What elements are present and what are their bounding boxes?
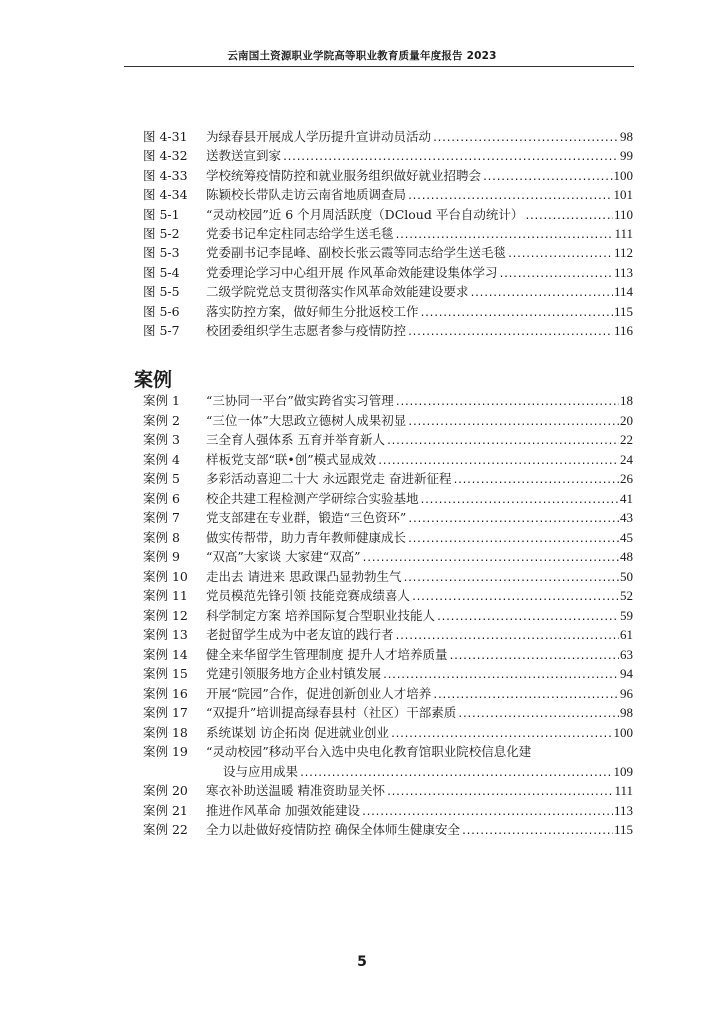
case-entry-title: 全力以赴做好疫情防控 确保全体师生健康安全 <box>206 822 460 837</box>
case-entry-page: 61 <box>620 627 633 642</box>
cases-section-title: 案例 <box>134 369 173 391</box>
case-entry-page: 20 <box>620 412 633 428</box>
case-list <box>143 391 633 840</box>
case-entry-page: 98 <box>620 705 633 720</box>
case-entry[interactable] <box>143 469 633 489</box>
case-entry-number: 案例 14 <box>143 646 188 662</box>
dot-leader <box>411 588 619 608</box>
figure-entry-number: 图 4-31 <box>143 129 188 144</box>
case-entry-title: “三协同一平台”做实跨省实习管理 <box>206 393 394 408</box>
case-entry-title: “双提升”培训提高绿春县村（社区）干部素质 <box>206 705 457 720</box>
case-entry-title: “灵动校园”移动平台入选中央电化教育馆职业院校信息化建 <box>206 744 532 759</box>
case-entry-page: 41 <box>620 490 633 506</box>
figure-entry-page: 98 <box>620 129 633 144</box>
figure-entry-title: 落实防控方案，做好师生分批返校工作 <box>206 303 419 319</box>
figure-entry[interactable] <box>143 224 633 243</box>
dot-leader <box>395 393 619 413</box>
case-entry-page: 18 <box>620 393 633 408</box>
dot-leader <box>448 647 619 667</box>
case-entry-page: 63 <box>620 646 633 662</box>
dot-leader <box>386 783 613 803</box>
case-entry-title: 多彩活动喜迎二十大 永远跟党走 奋进新征程 <box>206 471 452 486</box>
case-entry-title: 党建引领服务地方企业村镇发展 <box>206 666 382 681</box>
case-entry-title: 老挝留学生成为中老友谊的践行者 <box>206 627 394 642</box>
figure-entry-number: 图 5-1 <box>143 206 180 222</box>
figure-list <box>143 127 633 340</box>
case-entry-page: 115 <box>613 822 633 837</box>
figure-entry-number: 图 5-5 <box>143 284 180 300</box>
figure-entry-page: 100 <box>613 167 633 183</box>
figure-entry-number: 图 5-6 <box>143 303 180 319</box>
case-entry[interactable] <box>143 801 633 821</box>
case-entry[interactable] <box>143 684 633 704</box>
case-entry[interactable] <box>143 528 633 548</box>
figure-entry-page: 115 <box>613 303 633 319</box>
case-entry[interactable] <box>143 508 633 528</box>
case-entry-number: 案例 21 <box>143 802 188 818</box>
figure-entry-title: 党委理论学习中心组开展 作风革命效能建设集体学习 <box>206 264 498 280</box>
case-entry[interactable] <box>143 723 633 743</box>
figure-entry[interactable] <box>143 205 633 224</box>
figure-entry-number: 图 4-33 <box>143 167 188 183</box>
case-entry-number: 案例 13 <box>143 627 188 642</box>
dot-leader <box>524 207 613 226</box>
dot-leader <box>457 705 619 725</box>
figure-entry-number: 图 5-3 <box>143 245 180 261</box>
figure-entry[interactable] <box>143 263 633 282</box>
case-entry-number: 案例 2 <box>143 412 180 428</box>
figure-entry-number: 图 4-32 <box>143 148 188 164</box>
figure-entry[interactable] <box>143 127 633 146</box>
figure-entry[interactable] <box>143 302 633 321</box>
case-entry-page: 26 <box>620 471 633 486</box>
figure-entry-title: “灵动校园”近 6 个月周活跃度（DCloud 平台自动统计） <box>206 206 524 222</box>
case-entry[interactable] <box>143 567 633 587</box>
case-entry-number: 案例 19 <box>143 744 188 759</box>
case-entry-title: 寒衣补助送温暖 精准资助显关怀 <box>206 783 385 798</box>
case-entry-title: 科学制定方案 培养国际复合型职业技能人 <box>206 607 435 623</box>
case-entry-number: 案例 3 <box>143 432 180 447</box>
dot-leader <box>507 245 613 264</box>
case-entry-number: 案例 16 <box>143 685 188 701</box>
case-entry-title: 健全来华留学生管理制度 提升人才培养质量 <box>206 646 448 662</box>
case-entry-page: 109 <box>613 763 633 779</box>
case-entry-number: 案例 17 <box>143 705 188 720</box>
figure-entry-page: 101 <box>613 187 633 203</box>
case-entry[interactable] <box>143 411 633 431</box>
figure-entry[interactable] <box>143 282 633 301</box>
case-entry-title: 校企共建工程检测产学研综合实验基地 <box>206 490 419 506</box>
case-entry[interactable] <box>143 625 633 645</box>
dot-leader <box>498 265 612 284</box>
dot-leader <box>407 413 619 433</box>
dot-leader <box>436 608 619 628</box>
dot-leader <box>420 304 613 323</box>
case-entry-number: 案例 10 <box>143 568 188 584</box>
case-entry-number: 案例 18 <box>143 724 188 740</box>
figure-entry[interactable] <box>143 321 633 340</box>
case-entry[interactable] <box>143 450 633 470</box>
case-entry-page: 100 <box>613 724 633 740</box>
figure-entry-title: 陈颖校长带队走访云南省地质调查局 <box>206 187 407 203</box>
dot-leader <box>482 168 612 187</box>
figure-entry-number: 图 5-7 <box>143 322 180 338</box>
case-entry-page: 22 <box>620 432 633 447</box>
dot-leader <box>386 432 619 452</box>
figure-entry-page: 112 <box>613 245 633 261</box>
figure-entry[interactable] <box>143 146 633 165</box>
figure-entry-number: 图 5-4 <box>143 264 180 280</box>
case-entry-title: 系统谋划 访企拓岗 促进就业创业 <box>206 724 389 740</box>
dot-leader <box>461 822 613 842</box>
case-entry-page: 59 <box>620 607 633 623</box>
case-entry-title: 党支部建在专业群，锻造“三色资环” <box>206 510 407 525</box>
case-entry-number: 案例 22 <box>143 822 188 837</box>
header-rule <box>124 66 634 67</box>
dot-leader <box>407 530 619 550</box>
case-entry-title: 党员模范先锋引领 技能竞赛成绩喜人 <box>206 588 410 603</box>
report-header-title: 云南国土资源职业学院高等职业教育质量年度报告 2023 <box>227 50 497 62</box>
dot-leader <box>432 129 619 148</box>
figure-entry-number: 图 4-34 <box>143 187 188 203</box>
case-entry-title-continued: 设与应用成果 <box>223 763 299 779</box>
figure-entry-page: 116 <box>613 322 633 338</box>
dot-leader <box>407 510 619 530</box>
case-entry-number: 案例 12 <box>143 607 188 623</box>
case-entry-title: 开展“院园”合作，促进创新创业人才培养 <box>206 685 432 701</box>
figure-entry-title: 校团委组织学生志愿者参与疫情防控 <box>206 322 407 338</box>
case-entry-page: 113 <box>613 802 633 818</box>
case-entry[interactable] <box>143 742 633 762</box>
case-entry-page: 43 <box>620 510 633 525</box>
case-entry-continuation[interactable] <box>143 762 633 782</box>
case-entry[interactable] <box>143 489 633 509</box>
figure-entry-title: 二级学院党总支贯彻落实作风革命效能建设要求 <box>206 284 469 300</box>
page-number: 5 <box>357 954 367 970</box>
case-entry-number: 案例 9 <box>143 549 180 564</box>
case-entry-number: 案例 7 <box>143 510 180 525</box>
case-entry-page: 45 <box>620 529 633 545</box>
dot-leader <box>432 686 619 706</box>
case-entry[interactable] <box>143 645 633 665</box>
figure-entry-page: 113 <box>613 264 633 280</box>
case-entry-number: 案例 20 <box>143 783 188 798</box>
case-entry-title: 样板党支部“联•创”模式显成效 <box>206 451 377 467</box>
figure-entry-number: 图 5-2 <box>143 225 180 241</box>
case-entry-number: 案例 15 <box>143 666 188 681</box>
dot-leader <box>452 471 619 491</box>
case-entry[interactable] <box>143 664 633 684</box>
figure-entry[interactable] <box>143 243 633 262</box>
case-entry-number: 案例 11 <box>143 588 188 603</box>
case-entry-title: “双高”大家谈 大家建“双高” <box>206 549 361 564</box>
figure-entry-page: 111 <box>614 225 633 241</box>
dot-leader <box>420 491 619 511</box>
case-entry[interactable] <box>143 391 633 411</box>
case-entry-title: 推进作风革命 加强效能建设 <box>206 802 360 818</box>
dot-leader <box>407 323 613 342</box>
case-entry-page: 96 <box>620 685 633 701</box>
case-entry[interactable] <box>143 781 633 801</box>
case-entry-title: 走出去 请进来 思政课凸显勃勃生气 <box>206 568 402 584</box>
case-entry[interactable] <box>143 703 633 723</box>
case-entry-number: 案例 5 <box>143 471 180 486</box>
figure-entry[interactable] <box>143 185 633 204</box>
case-entry-page: 52 <box>620 588 633 603</box>
dot-leader <box>402 569 619 589</box>
figure-entry-page: 110 <box>613 206 633 222</box>
figure-entry-title: 党委书记牟定柱同志给学生送毛毯 <box>206 225 394 241</box>
case-entry-number: 案例 4 <box>143 451 180 467</box>
figure-entry-title: 为绿春县开展成人学历提升宣讲动员活动 <box>206 129 432 144</box>
case-entry-title: “三位一体”大思政立德树人成果初显 <box>206 412 407 428</box>
figure-entry-page: 99 <box>620 148 633 164</box>
case-entry-page: 50 <box>620 568 633 584</box>
figure-entry[interactable] <box>143 166 633 185</box>
figure-entry-title: 党委副书记李昆峰、副校长张云霞等同志给学生送毛毯 <box>206 245 507 261</box>
case-entry-number: 案例 8 <box>143 529 180 545</box>
case-entry-title: 三全育人强体系 五育并举育新人 <box>206 432 385 447</box>
dot-leader <box>470 284 613 303</box>
case-entry-number: 案例 1 <box>143 393 180 408</box>
case-entry-page: 48 <box>620 549 633 564</box>
case-entry[interactable] <box>143 820 633 840</box>
case-entry[interactable] <box>143 430 633 450</box>
case-entry-page: 94 <box>620 666 633 681</box>
case-entry-title: 做实传帮带，助力青年教师健康成长 <box>206 529 407 545</box>
case-entry-page: 111 <box>614 783 633 798</box>
figure-entry-page: 114 <box>613 284 633 300</box>
case-entry[interactable] <box>143 606 633 626</box>
figure-entry-title: 送教送宣到家 <box>206 148 282 164</box>
case-entry-page: 24 <box>620 451 633 467</box>
case-entry[interactable] <box>143 586 633 606</box>
case-entry[interactable] <box>143 547 633 567</box>
figure-entry-title: 学校统筹疫情防控和就业服务组织做好就业招聘会 <box>206 167 482 183</box>
case-entry-number: 案例 6 <box>143 490 180 506</box>
